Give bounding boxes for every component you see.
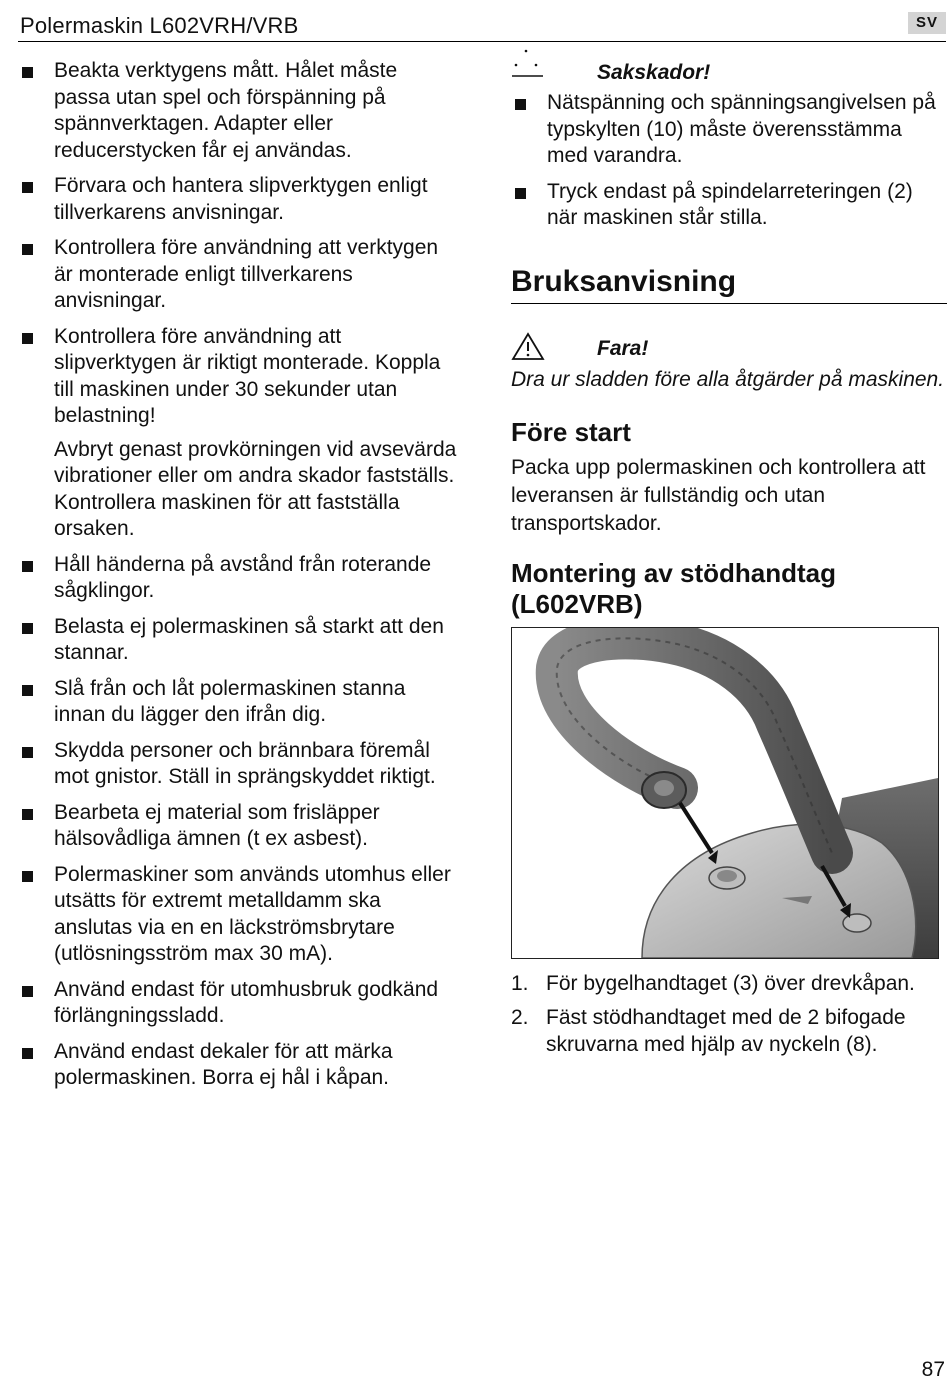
bullet-square-icon xyxy=(22,561,33,572)
before-start-title: Före start xyxy=(511,416,631,447)
right-column xyxy=(511,58,947,1066)
safety-bullet: Använd endast dekaler för att märka polermaskinen. Borra ej hål i kåpan. xyxy=(18,1039,458,1092)
bullet-square-icon xyxy=(22,986,33,997)
caution-dots-icon xyxy=(511,48,547,82)
step-number: 2. xyxy=(511,1006,529,1029)
bullet-square-icon xyxy=(22,333,33,344)
bullet-square-icon xyxy=(22,244,33,255)
bullet-square-icon xyxy=(22,623,33,634)
safety-bullet: Beakta verktygens mått. Hålet måste passa utan spel och förspänning på spännverktagen. Adapter eller reducerstycken får ej användas. xyxy=(18,58,458,164)
document-title: Polermaskin L602VRH/VRB xyxy=(20,13,299,38)
bullet-square-icon xyxy=(22,1048,33,1059)
bullet-square-icon xyxy=(22,67,33,78)
danger-text: Dra ur sladden före alla åtgärder på maskinen. xyxy=(511,367,945,391)
danger-label: Fara! xyxy=(597,336,649,360)
safety-bullet: Belasta ej polermaskinen så starkt att den stannar. xyxy=(18,614,458,667)
safety-bullet: Bearbeta ej material som frisläpper hälsovådliga ämnen (t ex asbest). xyxy=(18,800,458,853)
damage-warning-header xyxy=(511,58,947,90)
bullet-square-icon xyxy=(22,182,33,193)
bullet-square-icon xyxy=(22,685,33,696)
page-header xyxy=(18,10,946,42)
safety-bullet: Skydda personer och brännbara föremål mot gnistor. Ställ in sprängskyddet riktigt. xyxy=(18,738,458,791)
warning-triangle-icon xyxy=(511,332,545,362)
danger-header xyxy=(511,334,947,366)
section-title: Bruksanvisning xyxy=(511,265,947,304)
safety-bullet: Kontrollera före användning att verktygen är monterade enligt tillverkarens anvisningar. xyxy=(18,235,458,315)
mounting-steps xyxy=(511,971,947,1059)
step-item xyxy=(511,1005,947,1058)
polisher-handle-illustration xyxy=(511,627,939,959)
step-number: 1. xyxy=(511,971,529,995)
left-column xyxy=(18,58,458,1101)
safety-bullet: Slå från och låt polermaskinen stanna innan du lägger den ifrån dig. xyxy=(18,676,458,729)
mounting-title: Montering av stödhandtag (L602VRB) xyxy=(511,557,836,619)
step-text: För bygelhandtaget (3) över drevkåpan. xyxy=(546,971,915,995)
safety-bullet: Förvara och hantera slipverktygen enligt tillverkarens anvisningar. xyxy=(18,173,458,226)
bullet-square-icon xyxy=(515,99,526,110)
safety-paragraph: Avbryt genast provkörningen vid avsevärda vibrationer eller om andra skador fastställs. Kontrollera maskinen för att fastställa orsaken. xyxy=(54,437,457,540)
step-item xyxy=(511,971,947,998)
damage-bullet: Tryck endast på spindelarreteringen (2) när maskinen står stilla. xyxy=(511,179,947,232)
safety-bullet: Använd endast för utomhusbruk godkänd förlängningssladd. xyxy=(18,977,458,1030)
page-number: 87 xyxy=(921,1358,945,1381)
bullet-square-icon xyxy=(515,188,526,199)
bullet-square-icon xyxy=(22,871,33,882)
safety-bullet: Kontrollera före användning att slipverktygen är riktigt monterade. Koppla till maskinen under 30 sekunder utan belastning! xyxy=(18,324,458,430)
damage-warning-label: Sakskador! xyxy=(597,61,711,84)
safety-bullet: Polermaskiner som används utomhus eller utsätts för extremt metalldamm ska anslutas via en en läckströmsbrytare (utlösningsström max 30 mA). xyxy=(18,862,458,968)
step-text: Fäst stödhandtaget med de 2 bifogade skruvarna med hjälp av nyckeln (8). xyxy=(546,1006,906,1056)
safety-bullet: Håll händerna på avstånd från roterande sågklingor. xyxy=(18,552,458,605)
bullet-square-icon xyxy=(22,809,33,820)
language-badge: SV xyxy=(908,12,946,34)
bullet-square-icon xyxy=(22,747,33,758)
figure-drawing xyxy=(512,628,938,958)
before-start-text: Packa upp polermaskinen och kontrollera att leveransen är fullständig och utan transportskador. xyxy=(511,455,926,535)
damage-bullet: Nätspänning och spänningsangivelsen på typskylten (10) måste överensstämma med varandra. xyxy=(511,90,947,170)
